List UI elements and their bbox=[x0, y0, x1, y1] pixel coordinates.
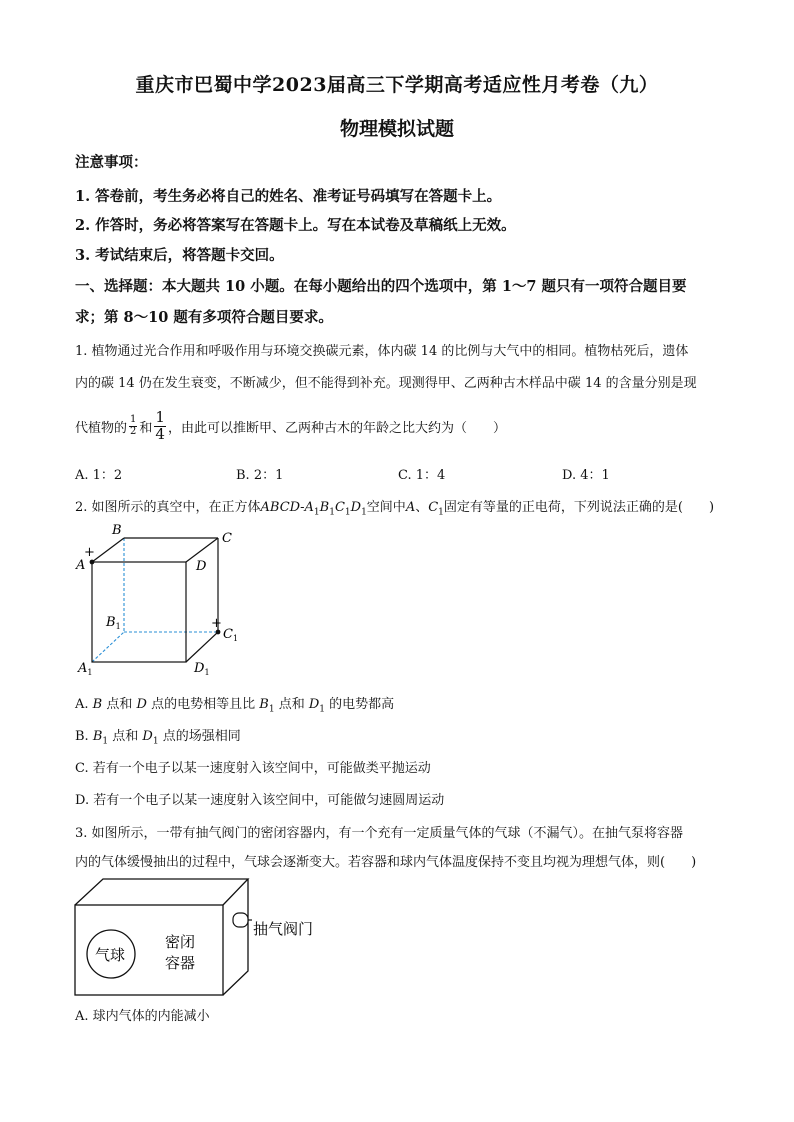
section-heading-line2: 求；第 8～10 题有多项符合题目要求。 bbox=[75, 309, 333, 326]
q2-option-c: C. 若有一个电子以某一速度射入该空间中，可能做类平抛运动 bbox=[75, 761, 431, 776]
notice-item: 3. 考试结束后，将答题卡交回。 bbox=[75, 247, 284, 264]
label-b1: $B_1$ bbox=[106, 615, 121, 631]
valve-label: 抽气阀门 bbox=[253, 920, 314, 938]
plus-sign-a: + bbox=[84, 545, 95, 560]
q2-option-d: D. 若有一个电子以某一速度射入该空间中，可能做匀速圆周运动 bbox=[75, 793, 445, 808]
container-label-2: 容器 bbox=[165, 954, 196, 972]
q2-option-b: B. $B_1$ 点和 $D_1$ 点的场强相同 bbox=[75, 729, 241, 747]
label-c: C bbox=[222, 531, 232, 546]
q1-stem-line1: 1. 植物通过光合作用和呼吸作用与环境交换碳元素，体内碳 14 的比例与大气中的相同。植物枯死后，遗体 bbox=[75, 344, 689, 359]
exam-title: 重庆市巴蜀中学2023届高三下学期高考适应性月考卷（九） bbox=[135, 74, 659, 96]
notice-item: 1. 答卷前，考生务必将自己的姓名、准考证号码填写在答题卡上。 bbox=[75, 188, 502, 205]
q1-option-b: B. 2：1 bbox=[236, 468, 284, 483]
fraction-quarter: $\frac{1}{4}$ bbox=[155, 408, 165, 443]
notice-item: 2. 作答时，务必将答案写在答题卡上。写在本试卷及草稿纸上无效。 bbox=[75, 217, 516, 234]
label-a: A bbox=[76, 558, 86, 573]
valve-icon bbox=[233, 913, 248, 927]
q3-stem-line2: 内的气体缓慢抽出的过程中，气球会逐渐变大。若容器和球内气体温度保持不变且均视为理想气体，则( ) bbox=[75, 855, 697, 870]
cube-edge-a1-b1 bbox=[92, 632, 124, 662]
label-c1: $C_1$ bbox=[223, 627, 239, 643]
q1-stem-line2: 内的碳 14 仍在发生衰变，不断减少，但不能得到补充。现测得甲、乙两种古木样品中碳 14 的含量分别是现 bbox=[75, 376, 697, 391]
container-top bbox=[75, 879, 248, 905]
container-label-1: 密闭 bbox=[165, 933, 196, 951]
q1-stem-suffix: ，由此可以推断甲、乙两种古木的年龄之比大约为（ ） bbox=[167, 420, 506, 436]
label-d1: $D_1$ bbox=[194, 661, 210, 677]
plus-sign-c1: + bbox=[211, 616, 222, 631]
fraction-half: $\frac{1}{2}$ bbox=[130, 414, 137, 437]
q1-and: 和 bbox=[139, 420, 153, 436]
notice-heading: 注意事项： bbox=[75, 154, 148, 171]
cube-edge-a-b bbox=[92, 538, 124, 562]
cube-edge-c1-d1 bbox=[186, 632, 218, 662]
exam-subtitle: 物理模拟试题 bbox=[339, 118, 454, 140]
label-d: D bbox=[196, 559, 207, 574]
q1-stem-line3 bbox=[75, 410, 506, 443]
label-a1: $A_1$ bbox=[78, 661, 93, 677]
q2-stem: 2. 如图所示的真空中，在正方体ABCD-$A_1B_1C_1D_1$空间中A、$C_1$固定有等量的正电荷，下列说法正确的是( ) bbox=[75, 500, 715, 518]
q2-option-a: A. B 点和 D 点的电势相等且比 $B_1$ 点和 $D_1$ 的电势都高 bbox=[75, 697, 395, 715]
container-figure bbox=[70, 875, 340, 1000]
q3-stem-line1: 3. 如图所示，一带有抽气阀门的密闭容器内，有一个充有一定质量气体的气球（不漏气）。在抽气泵将容器 bbox=[75, 826, 684, 841]
q1-stem-prefix: 代植物的 bbox=[75, 420, 128, 436]
q1-option-c: C. 1：4 bbox=[398, 468, 446, 483]
section-heading-line1: 一、选择题：本大题共 10 小题。在每小题给出的四个选项中，第 1～7 题只有一项符合题目要 bbox=[75, 278, 687, 295]
cube-figure bbox=[70, 520, 250, 682]
q1-option-a: A. 1：2 bbox=[75, 468, 123, 483]
charge-a bbox=[90, 560, 95, 565]
q3-option-a: A. 球内气体的内能减小 bbox=[75, 1009, 210, 1024]
container-side bbox=[223, 879, 248, 995]
balloon-label: 气球 bbox=[95, 946, 126, 964]
cube-front-face bbox=[92, 562, 186, 662]
q1-option-d: D. 4：1 bbox=[562, 468, 610, 483]
label-b: B bbox=[112, 523, 122, 538]
